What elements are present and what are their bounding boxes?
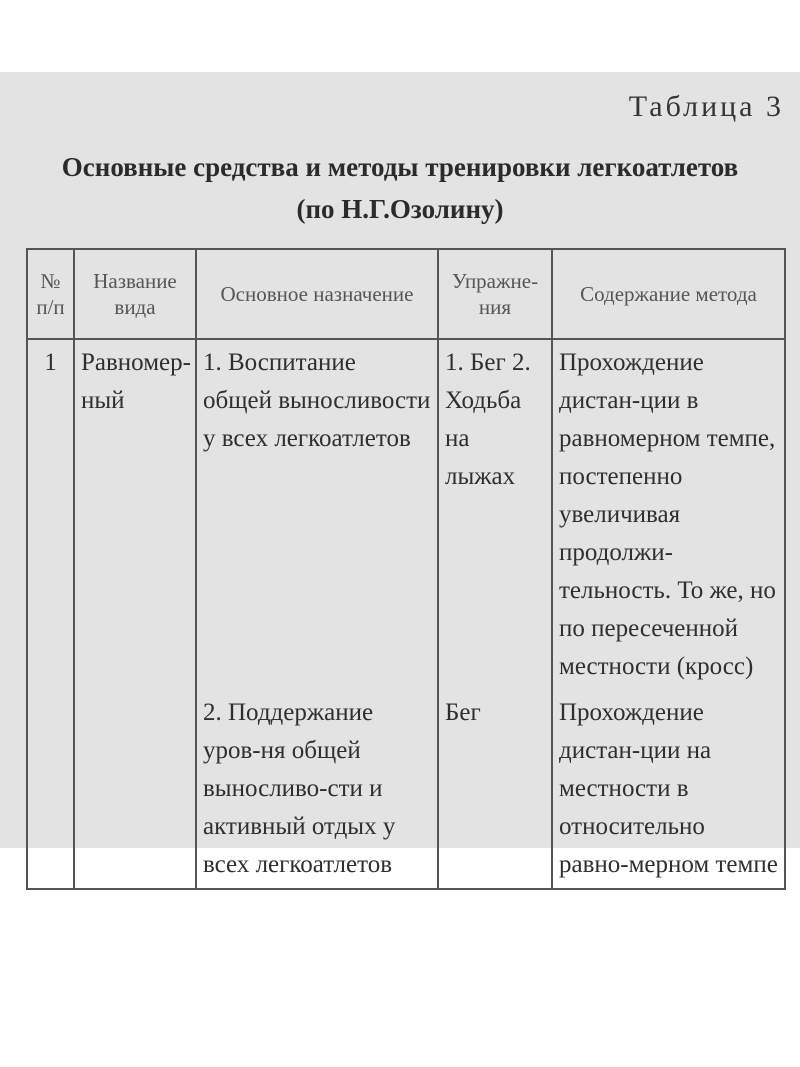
table-header-row (27, 249, 785, 339)
exercises-cell: Бег (438, 690, 552, 889)
col-header-exercises: Упражне-ния (438, 249, 552, 339)
row-number: 1 (27, 339, 74, 690)
table-subtitle: (по Н.Г.Озолину) (296, 194, 504, 224)
col-header-purpose: Основное назначение (196, 249, 438, 339)
col-header-method: Содержание метода (552, 249, 785, 339)
table-row (27, 339, 785, 690)
table-title: Основные средства и методы тренировки легкоатлетов (61, 152, 739, 182)
method-cell: Прохождение дистан-ции в равномерном темпе, постепенно увеличивая продолжи-тельность. То же, но по пересеченной местности (кросс) (552, 339, 785, 690)
scanned-page (0, 72, 800, 878)
table-label: Таблица 3 (628, 90, 784, 123)
row-number-continued (27, 690, 74, 889)
row-type-name: Равномер-ный (74, 339, 196, 690)
purpose-cell: 2. Поддержание уров-ня общей выносливо-сти и активный отдых у всех легкоатлетов (196, 690, 438, 889)
exercises-cell: 1. Бег 2. Ходьба на лыжах (438, 339, 552, 690)
table-row (27, 690, 785, 889)
col-header-name: Название вида (74, 249, 196, 339)
row-type-name-continued (74, 690, 196, 889)
methods-table (26, 248, 786, 890)
col-header-num: № п/п (27, 249, 74, 339)
method-cell: Прохождение дистан-ции на местности в относительно равно-мерном темпе (552, 690, 785, 889)
purpose-cell: 1. Воспитание общей выносливости у всех легкоатлетов (196, 339, 438, 690)
